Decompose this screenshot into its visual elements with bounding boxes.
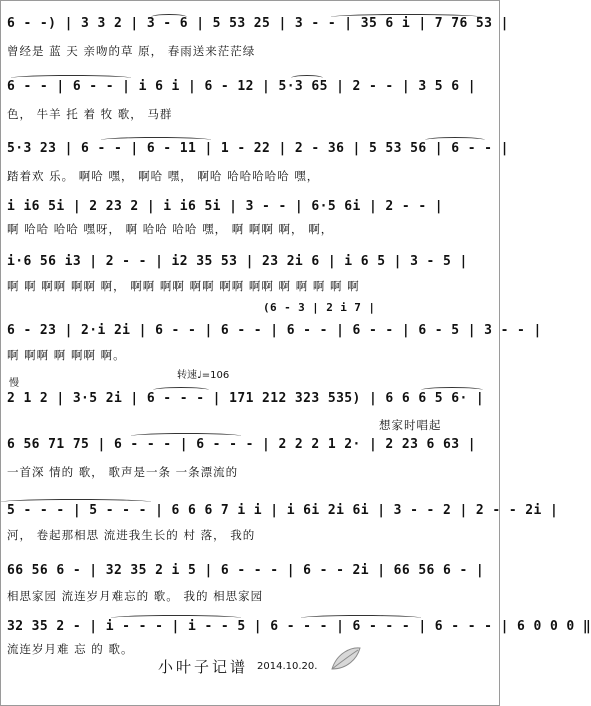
tempo-prefix: 慢 <box>9 378 19 389</box>
slur <box>291 75 323 81</box>
slur <box>153 387 209 393</box>
slur <box>111 615 241 621</box>
notation-row: i i6 5i | 2 23 2 | i i6 5i | 3 - - | 6·5 6i | 2 - - | <box>7 199 444 214</box>
interlude-notation: (6 - 3 | 2 i 7 | <box>263 301 376 314</box>
notation-row: 2 1 2 | 3·5 2i | 6 - - - | 171 212 323 535) | 6 6 6 5 6· | <box>7 391 485 406</box>
lyrics-row: 河， 卷起那相思 流进我生长的 村 落， 我的 <box>7 528 256 542</box>
notation-row: 6 - 23 | 2·i 2i | 6 - - | 6 - - | 6 - - | 6 - - | 6 - 5 | 3 - - | <box>7 323 542 338</box>
notation-row: 5 - - - | 5 - - - | 6 6 6 7 i i | i 6i 2i 6i | 3 - - 2 | 2 - - 2i | <box>7 503 559 518</box>
slur <box>11 75 131 81</box>
notation-row: 66 56 6 - | 32 35 2 i 5 | 6 - - - | 6 - - 2i | 66 56 6 - | <box>7 563 485 578</box>
notation-row: i·6 56 i3 | 2 - - | i2 35 53 | 23 2i 6 | i 6 5 | 3 - 5 | <box>7 254 468 269</box>
lyrics-row: 流连岁月难 忘 的 歌。 <box>7 642 134 656</box>
lyrics-row: 色， 牛羊 托 着 牧 歌， 马群 <box>7 107 173 121</box>
slur <box>301 615 421 621</box>
transcription-date: 2014.10.20. <box>257 661 318 672</box>
slur <box>421 387 483 393</box>
slur <box>151 14 187 20</box>
lyrics-row: 一首深 情的 歌， 歌声是一条 一条漂流的 <box>7 465 239 479</box>
slur <box>1 499 151 505</box>
lyrics-row: 啊 啊 啊啊 啊啊 啊， 啊啊 啊啊 啊啊 啊啊 啊啊 啊 啊 啊 啊 啊 <box>7 279 360 293</box>
slur <box>331 14 481 20</box>
tempo-marking: 转速♩=106 <box>177 370 230 381</box>
notation-row: 6 - -) | 3 3 2 | 3 - 6 | 5 53 25 | 3 - - | 35 6 i | 7 76 53 | <box>7 16 509 31</box>
notation-row: 5·3 23 | 6 - - | 6 - 11 | 1 - 22 | 2 - 36 | 5 53 56 | 6 - - | <box>7 141 509 156</box>
lyrics-row: 相思家园 流连岁月难忘的 歌。 我的 相思家园 <box>7 589 264 603</box>
lyrics-row: 曾经是 蓝 天 亲吻的草 原， 春雨送来茫茫绿 <box>7 44 256 58</box>
slur <box>131 433 241 439</box>
notation-row: 32 35 2 - | i - - - | i - - 5 | 6 - - - | 6 - - - | 6 - - - | 6 0 0 0 ‖ <box>7 619 591 634</box>
leaf-icon <box>329 645 363 673</box>
lyrics-row: 踏着欢 乐。 啊哈 嘿， 啊哈 嘿， 啊哈 哈哈哈哈哈 嘿， <box>7 169 320 183</box>
slur <box>101 137 211 143</box>
lyrics-row: 啊 啊啊 啊 啊啊 啊。 <box>7 348 126 362</box>
transcriber-signature: 小叶子记谱 <box>158 658 249 676</box>
notation-row: 6 - - | 6 - - | i 6 i | 6 - 12 | 5·3 65 | 2 - - | 3 5 6 | <box>7 79 476 94</box>
notation-row: 6 56 71 75 | 6 - - - | 6 - - - | 2 2 2 1 2· | 2 23 6 63 | <box>7 437 476 452</box>
slur <box>425 137 485 143</box>
lyrics-row: 想家时唱起 <box>379 418 442 432</box>
lyrics-row: 啊 哈哈 哈哈 嘿呀， 啊 哈哈 哈哈 嘿， 啊 啊啊 啊， 啊， <box>7 222 334 236</box>
